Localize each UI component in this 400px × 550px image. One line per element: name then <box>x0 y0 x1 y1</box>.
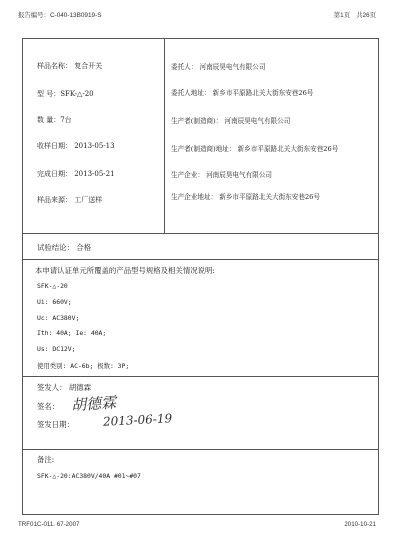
sample-source: 样品来源： 工厂送样 <box>37 196 103 204</box>
form-number: TRF01C-011. 67-2007 <box>18 521 80 528</box>
manufacturer: 生产者(制造商)： 河南辰昊电气有限公司 <box>171 117 291 125</box>
row-divider <box>23 376 378 377</box>
factory: 生产企业： 河南辰昊电气有限公司 <box>171 171 273 179</box>
coverage-line: Us: DC12V; <box>37 345 76 353</box>
completed-date: 完成日期： 2013-05-21 <box>37 170 115 178</box>
sample-name: 样品名称： 复合开关 <box>37 62 103 70</box>
coverage-line: Ith: 40A; Ie: 40A; <box>37 329 107 337</box>
report-form <box>22 38 379 515</box>
row-divider <box>23 233 378 234</box>
client: 委托人： 河南辰昊电气有限公司 <box>171 63 266 71</box>
page-total: 共26页 <box>356 12 376 19</box>
coverage-line: 使用类别: AC-6b; 极数: 3P; <box>37 362 130 370</box>
signature-label: 签名： <box>37 402 60 411</box>
handwritten-signature: 胡德霖 <box>70 393 117 415</box>
column-divider <box>164 39 165 233</box>
coverage-line: Ui: 660V; <box>37 298 72 306</box>
manufacturer-address: 生产者(制造商)地址： 新乡市平原路北关大街东安巷26号 <box>171 145 339 153</box>
coverage-line: SFK-△-20 <box>37 282 68 290</box>
issue-date-label: 签发日期： <box>37 420 74 429</box>
factory-address: 生产企业地址： 新乡市平原路北关大街东安巷26号 <box>171 193 320 201</box>
coverage-line: Uc: AC380V; <box>37 314 80 322</box>
handwritten-date: 2013-06-19 <box>102 411 173 429</box>
coverage-heading: 本申请认证单元所覆盖的产品型号规格及相关情况说明: <box>35 266 215 275</box>
sample-model: 型 号：SFK-△-20 <box>37 90 94 98</box>
remarks-label: 备注: <box>37 455 55 464</box>
issuer: 签发人： 胡德霖 <box>37 383 92 392</box>
form-date: 2010-10-21 <box>344 521 376 528</box>
test-conclusion: 试验结论： 合格 <box>37 243 92 252</box>
page-indicator <box>328 10 376 19</box>
row-divider <box>23 259 378 260</box>
client-address: 委托人地址： 新乡市平原路北关大街东安巷26号 <box>171 89 314 97</box>
row-divider <box>23 449 378 450</box>
sample-quantity: 数 量：7台 <box>37 116 72 124</box>
report-number: 报告编号：C-040-13B0919-S <box>18 12 102 19</box>
page-number: 第1页 <box>333 12 351 19</box>
received-date: 收样日期： 2013-05-13 <box>37 142 115 150</box>
remarks-text: SFK-△-20:AC380V/40A #01~#07 <box>37 472 141 480</box>
